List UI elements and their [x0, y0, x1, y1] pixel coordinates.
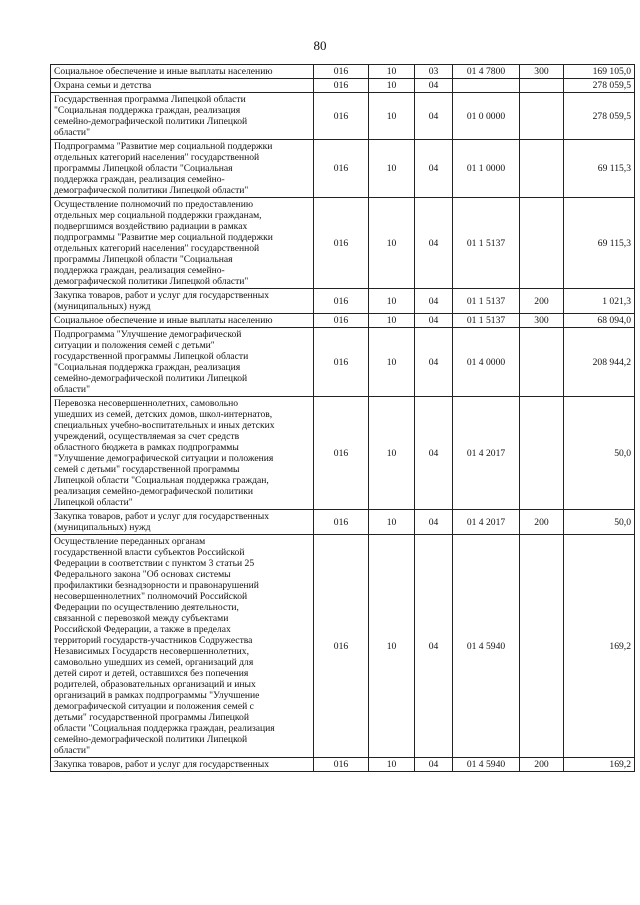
row-section: 10 [369, 140, 415, 198]
row-target-article: 01 4 2017 [453, 397, 520, 510]
row-section: 10 [369, 65, 415, 79]
row-subsection: 04 [415, 289, 453, 314]
row-amount: 278 059,5 [564, 79, 635, 93]
row-amount: 50,0 [564, 510, 635, 535]
row-expense-type [520, 535, 564, 758]
row-ved-code: 016 [314, 397, 369, 510]
row-subsection: 04 [415, 535, 453, 758]
row-expense-type [520, 93, 564, 140]
row-ved-code: 016 [314, 328, 369, 397]
row-expense-type: 200 [520, 510, 564, 535]
row-ved-code: 016 [314, 758, 369, 772]
row-subsection: 04 [415, 314, 453, 328]
row-amount: 1 021,3 [564, 289, 635, 314]
row-name: Осуществление полномочий по предоставлению отдельных мер социальной поддержки гражданам, подвергшимся воздействию радиации в рамках подпрограммы "Развитие мер социальной поддержки отдельных категорий населения" государственной программы Липецкой области "Социальная поддержка граждан, реализация семейно- демографической политики Липецкой области" [51, 198, 314, 289]
row-amount: 278 059,5 [564, 93, 635, 140]
row-name: Социальное обеспечение и иные выплаты населению [51, 65, 314, 79]
row-ved-code: 016 [314, 79, 369, 93]
row-amount: 169,2 [564, 535, 635, 758]
row-section: 10 [369, 289, 415, 314]
row-ved-code: 016 [314, 314, 369, 328]
table-body [51, 65, 635, 772]
row-name: Охрана семьи и детства [51, 79, 314, 93]
row-name: Государственная программа Липецкой области "Социальная поддержка граждан, реализация семейно-демографической политики Липецкой области" [51, 93, 314, 140]
row-amount: 208 944,2 [564, 328, 635, 397]
row-target-article: 01 4 0000 [453, 328, 520, 397]
table-row [51, 328, 635, 397]
table-row [51, 758, 635, 772]
row-target-article [453, 79, 520, 93]
row-name: Закупка товаров, работ и услуг для государственных [51, 758, 314, 772]
row-target-article: 01 1 5137 [453, 289, 520, 314]
row-expense-type [520, 198, 564, 289]
page-number: 80 [313, 38, 327, 53]
row-section: 10 [369, 535, 415, 758]
row-ved-code: 016 [314, 93, 369, 140]
row-ved-code: 016 [314, 535, 369, 758]
budget-table [50, 64, 635, 772]
row-name: Осуществление переданных органам государственной власти субъектов Российской Федерации в соответствии с пунктом 3 статьи 25 Федерального закона "Об основах системы профилактики безнадзорности и правонарушений несовершеннолетних" полномочий Российской Федерации по осуществлению деятельности, связанной с перевозкой между субъектами Российской Федерации, а также в пределах территорий государств-участников Содружества Независимых Государств несовершеннолетних, самовольно ушедших из семей, организаций для детей сирот и детей, оставшихся без попечения родителей, образовательных организаций и иных организаций в рамках подпрограммы "Улучшение демографической ситуации и положения семей с детьми" государственной программы Липецкой области "Социальная поддержка граждан, реализация семейно-демографической политики Липецкой области" [51, 535, 314, 758]
row-amount: 169,2 [564, 758, 635, 772]
table-row [51, 289, 635, 314]
row-subsection: 03 [415, 65, 453, 79]
table-row [51, 510, 635, 535]
table-row [51, 79, 635, 93]
row-name: Подпрограмма "Улучшение демографической ситуации и положения семей с детьми" государственной программы Липецкой области "Социальная поддержка граждан, реализация семейно-демографической политики Липецкой области" [51, 328, 314, 397]
row-expense-type [520, 79, 564, 93]
row-name: Закупка товаров, работ и услуг для государственных (муниципальных) нужд [51, 510, 314, 535]
row-name: Подпрограмма "Развитие мер социальной поддержки отдельных категорий населения" государственной программы Липецкой области "Социальная поддержка граждан, реализация семейно- демографической политики Липецкой области" [51, 140, 314, 198]
table-row [51, 93, 635, 140]
row-target-article: 01 4 5940 [453, 758, 520, 772]
row-subsection: 04 [415, 397, 453, 510]
row-expense-type: 300 [520, 65, 564, 79]
row-section: 10 [369, 397, 415, 510]
row-target-article: 01 1 5137 [453, 198, 520, 289]
table-row [51, 65, 635, 79]
table-row [51, 198, 635, 289]
row-ved-code: 016 [314, 510, 369, 535]
row-subsection: 04 [415, 328, 453, 397]
row-amount: 50,0 [564, 397, 635, 510]
row-section: 10 [369, 328, 415, 397]
row-target-article: 01 4 2017 [453, 510, 520, 535]
row-section: 10 [369, 79, 415, 93]
row-expense-type: 200 [520, 758, 564, 772]
row-subsection: 04 [415, 93, 453, 140]
row-target-article: 01 0 0000 [453, 93, 520, 140]
row-target-article: 01 4 7800 [453, 65, 520, 79]
row-section: 10 [369, 758, 415, 772]
row-amount: 69 115,3 [564, 140, 635, 198]
row-name: Социальное обеспечение и иные выплаты населению [51, 314, 314, 328]
row-section: 10 [369, 198, 415, 289]
row-name: Закупка товаров, работ и услуг для государственных (муниципальных) нужд [51, 289, 314, 314]
table-row [51, 397, 635, 510]
row-ved-code: 016 [314, 65, 369, 79]
row-section: 10 [369, 93, 415, 140]
table-row [51, 535, 635, 758]
row-expense-type [520, 140, 564, 198]
row-amount: 68 094,0 [564, 314, 635, 328]
row-target-article: 01 1 0000 [453, 140, 520, 198]
row-name: Перевозка несовершеннолетних, самовольно ушедших из семей, детских домов, школ-интернатов, специальных учебно-воспитательных и иных детских учреждений, осуществляемая за счет средств областного бюджета в рамках подпрограммы "Улучшение демографической ситуации и положения семей с детьми" государственной программы Липецкой области "Социальная поддержка граждан, реализация семейно-демографической политики Липецкой области" [51, 397, 314, 510]
row-target-article: 01 1 5137 [453, 314, 520, 328]
row-subsection: 04 [415, 198, 453, 289]
row-subsection: 04 [415, 140, 453, 198]
row-expense-type: 300 [520, 314, 564, 328]
row-section: 10 [369, 314, 415, 328]
row-amount: 169 105,0 [564, 65, 635, 79]
table-row [51, 314, 635, 328]
row-target-article: 01 4 5940 [453, 535, 520, 758]
row-subsection: 04 [415, 510, 453, 535]
row-subsection: 04 [415, 79, 453, 93]
row-expense-type [520, 397, 564, 510]
row-subsection: 04 [415, 758, 453, 772]
row-amount: 69 115,3 [564, 198, 635, 289]
row-ved-code: 016 [314, 289, 369, 314]
row-section: 10 [369, 510, 415, 535]
row-expense-type [520, 328, 564, 397]
row-ved-code: 016 [314, 140, 369, 198]
row-expense-type: 200 [520, 289, 564, 314]
table-row [51, 140, 635, 198]
row-ved-code: 016 [314, 198, 369, 289]
